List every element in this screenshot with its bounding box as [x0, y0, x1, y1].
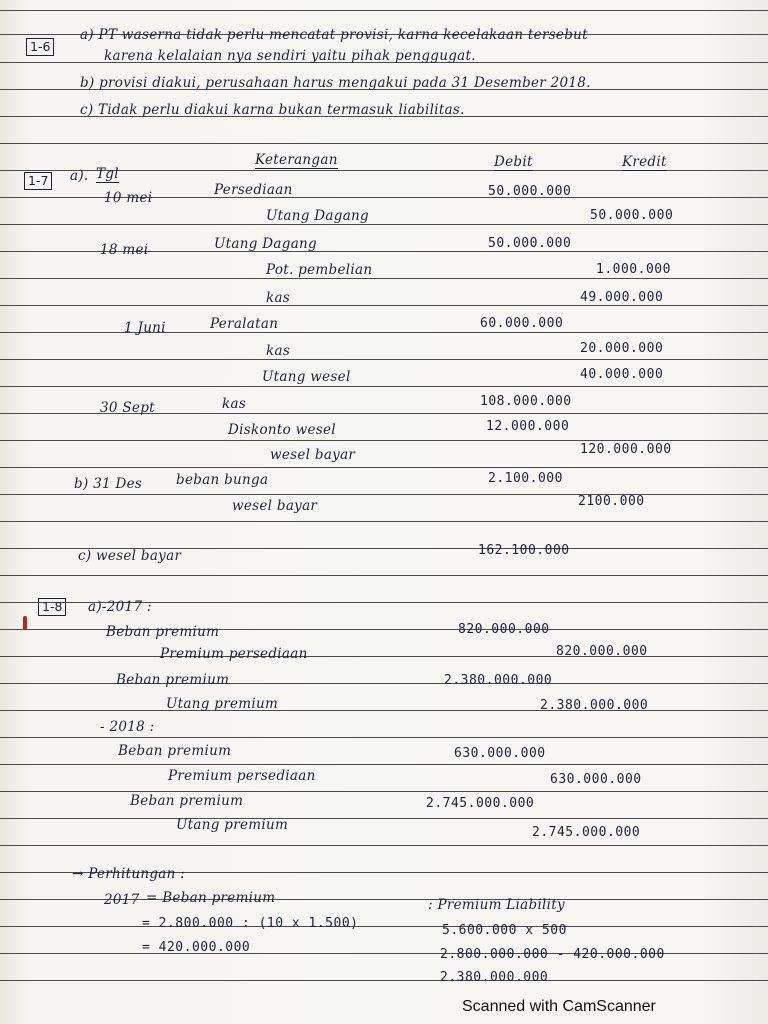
journal-account: kas [222, 396, 247, 412]
calculation-year: 2017 [104, 892, 140, 908]
journal-account: Utang Dagang [266, 208, 369, 224]
ruled-line [0, 467, 768, 468]
ruled-line [0, 10, 768, 11]
journal-debit: 50.000.000 [488, 184, 572, 199]
journal-account: Premium persediaan [160, 646, 308, 662]
ruled-line [0, 980, 768, 981]
ruled-line [0, 521, 768, 522]
journal-debit: 2.745.000.000 [426, 796, 535, 811]
journal-account: Premium persediaan [168, 768, 316, 784]
journal-debit: 630.000.000 [454, 746, 546, 761]
journal-account: Peralatan [210, 316, 279, 332]
answer-line: a) PT waserna tidak perlu mencatat provisi, karna kecelakaan tersebut [80, 27, 588, 43]
journal-account: kas [266, 290, 291, 306]
journal-account: Pot. pembelian [266, 262, 373, 278]
journal-account: Utang premium [166, 696, 279, 712]
ruled-line [0, 440, 768, 441]
journal-account: Utang premium [176, 817, 289, 833]
journal-kredit: 50.000.000 [590, 208, 674, 223]
answer-line: karena kelalaian nya sendiri yaitu pihak penggugat. [104, 48, 476, 64]
ruled-line [0, 305, 768, 306]
ruled-line [0, 278, 768, 279]
journal-kredit: 40.000.000 [580, 367, 664, 382]
answer-line: c) Tidak perlu diakui karna bukan termasuk liabilitas. [80, 102, 465, 118]
journal-kredit: 630.000.000 [550, 772, 642, 787]
column-header-kredit: Kredit [622, 154, 667, 170]
ruled-line [0, 224, 768, 225]
journal-debit: 50.000.000 [488, 236, 572, 251]
journal-kredit: 2100.000 [578, 494, 645, 509]
journal-account: wesel bayar [270, 447, 356, 463]
calculation-result: 2.380.000.000 [440, 970, 549, 985]
year-label: - 2018 : [100, 719, 155, 735]
ruled-line [0, 143, 768, 144]
ruled-line [0, 386, 768, 387]
journal-account: Utang Dagang [214, 236, 317, 252]
calculation-line: 2.800.000.000 - 420.000.000 [440, 947, 665, 962]
column-header-date: Tgl [96, 166, 119, 182]
total-value: 162.100.000 [478, 543, 570, 558]
ruled-line [0, 656, 768, 657]
exercise-number-box: 1-6 [26, 38, 54, 56]
journal-kredit: 120.000.000 [580, 442, 672, 457]
margin-red-mark [23, 616, 27, 630]
scanner-watermark: Scanned with CamScanner [462, 998, 656, 1015]
journal-account: beban bunga [176, 472, 269, 488]
journal-date: 18 mei [100, 242, 149, 258]
ruled-line [0, 359, 768, 360]
journal-date: 1 Juni [124, 320, 166, 336]
calculation-line: = 420.000.000 [142, 940, 251, 955]
journal-kredit: 820.000.000 [556, 644, 648, 659]
ruled-line [0, 494, 768, 495]
ruled-line [0, 845, 768, 846]
ruled-line [0, 791, 768, 792]
ruled-line [0, 737, 768, 738]
journal-account: Diskonto wesel [228, 422, 336, 438]
ruled-line [0, 575, 768, 576]
calculation-heading: → Perhitungan : [72, 866, 186, 882]
journal-account: wesel bayar [232, 498, 318, 514]
journal-kredit: 2.380.000.000 [540, 698, 649, 713]
journal-kredit: 49.000.000 [580, 290, 664, 305]
journal-kredit: 2.745.000.000 [532, 825, 641, 840]
journal-debit: 60.000.000 [480, 316, 564, 331]
calculation-line: = 2.800.000 : (10 x 1.500) [142, 916, 359, 931]
ruled-line [0, 926, 768, 927]
ruled-line [0, 710, 768, 711]
journal-debit: 820.000.000 [458, 622, 550, 637]
calculation-line: 5.600.000 x 500 [442, 923, 567, 938]
journal-date: 10 mei [104, 190, 153, 206]
journal-debit: 12.000.000 [486, 419, 570, 434]
column-header-debit: Debit [494, 154, 533, 170]
journal-account: Beban premium [130, 793, 244, 809]
year-label: a)-2017 : [88, 599, 152, 615]
exercise-number-box: 1-7 [24, 172, 52, 190]
exercise-number-box: 1-8 [38, 598, 66, 616]
ruled-line [0, 818, 768, 819]
ruled-line [0, 332, 768, 333]
journal-account: Beban premium [118, 743, 232, 759]
calculation-line: : Premium Liability [428, 897, 565, 913]
journal-debit: 2.100.000 [488, 471, 563, 486]
column-header-keterangan: Keterangan [255, 152, 338, 168]
answer-line: b) provisi diakui, perusahaan harus mengakui pada 31 Desember 2018. [80, 75, 591, 91]
journal-account: Utang wesel [262, 369, 351, 385]
journal-account: Beban premium [116, 672, 230, 688]
calculation-line: = Beban premium [146, 890, 276, 906]
journal-kredit: 1.000.000 [596, 262, 671, 277]
part-label: a). [70, 168, 89, 184]
journal-date: b) 31 Des [74, 476, 143, 492]
journal-debit: 2.380.000.000 [444, 673, 553, 688]
journal-account: Beban premium [106, 624, 220, 640]
journal-debit: 108.000.000 [480, 394, 572, 409]
journal-kredit: 20.000.000 [580, 341, 664, 356]
ruled-line [0, 764, 768, 765]
total-label: c) wesel bayar [78, 548, 182, 564]
journal-account: Persediaan [214, 182, 293, 198]
journal-date: 30 Sept [100, 400, 155, 416]
journal-account: kas [266, 343, 291, 359]
